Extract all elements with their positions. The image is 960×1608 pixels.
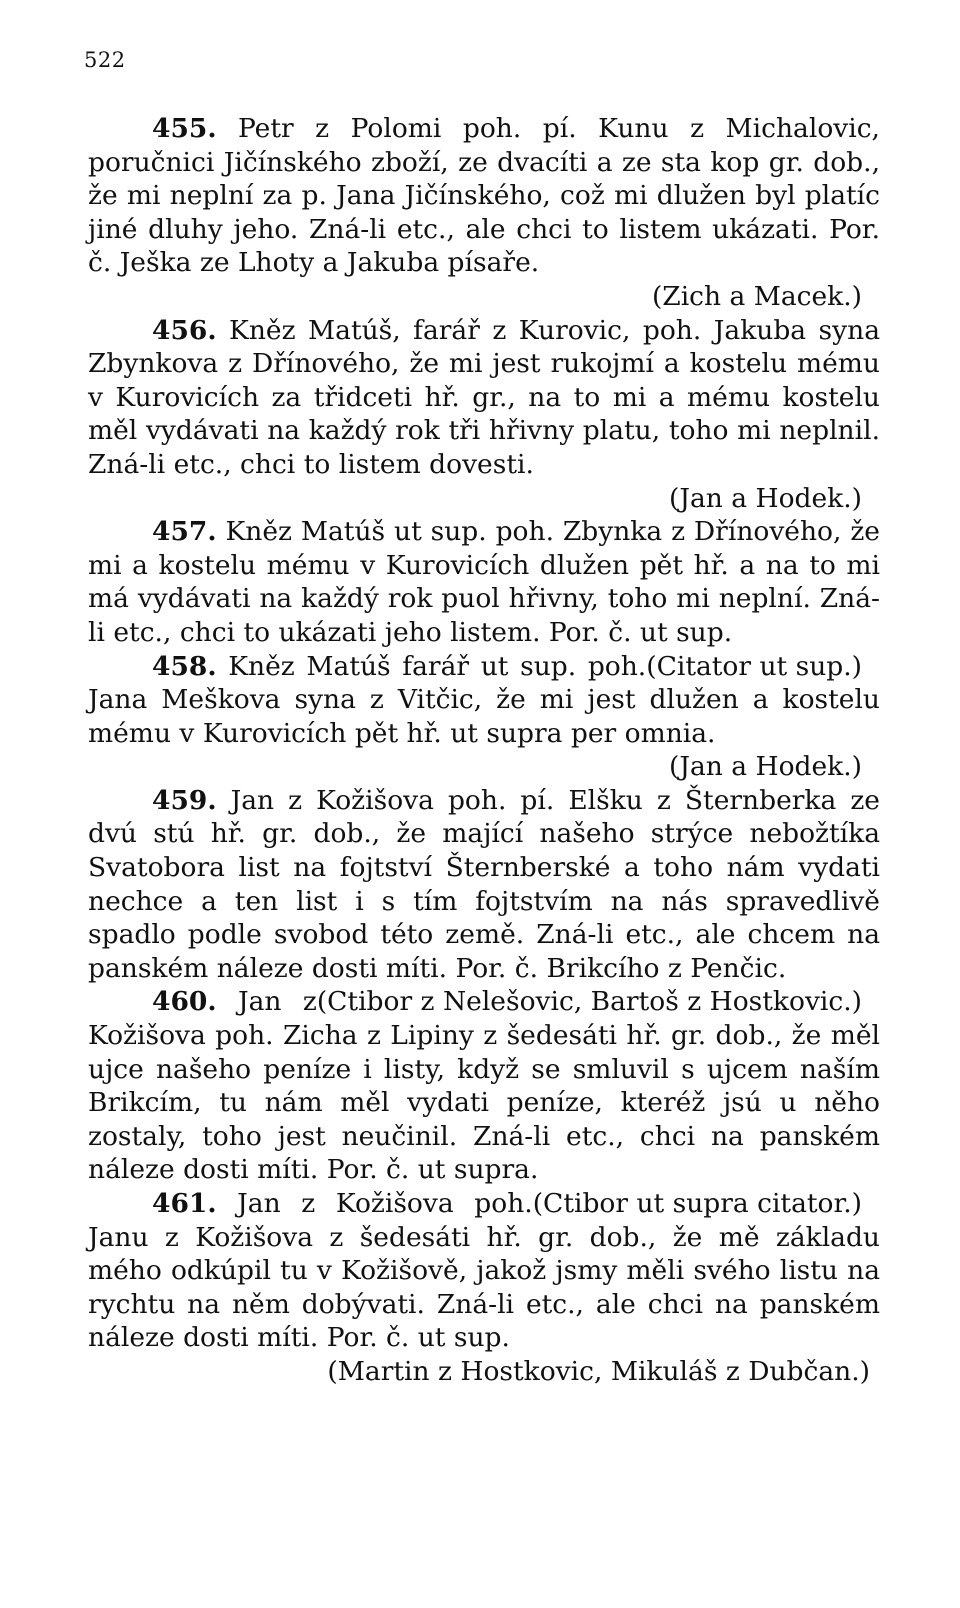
entry-456 [88, 314, 880, 516]
entry-witnesses: (Martin z Hostkovic, Mikuláš z Dubčan.) [327, 1355, 870, 1387]
entry-witnesses: (Ctibor z Nelešovic, Bartoš z Hostkovic.) [316, 986, 862, 1018]
entry-witnesses: (Jan a Hodek.) [668, 482, 862, 514]
entries-text-block [88, 112, 880, 1389]
entry-number: 455. [152, 113, 217, 144]
entry-number: 458. [152, 650, 217, 682]
entry-number: 460. [152, 986, 217, 1018]
entry-455 [88, 112, 880, 314]
entry-text: Petr z Polomi poh. pí. Kunu z Michalovic, poručnici Jičínského zboží, ze dvacíti a ze sta kop gr. dob., že mi neplní za p. Jana Jičínského, což mi dlužen byl platíc jiné dluhy jeho. Zná-li etc., ale chci to listem ukázati. Por. č. Ješka ze Lhoty a Jakuba písaře. [88, 113, 880, 279]
entry-witnesses: (Citator ut sup.) [646, 650, 862, 682]
entry-number: 461. [152, 1188, 217, 1219]
entry-witnesses: (Ctibor ut supra citator.) [532, 1188, 862, 1219]
entry-number: 456. [152, 314, 217, 346]
page-number: 522 [84, 48, 126, 72]
entry-text: Kněz Matúš, farář z Kurovic, poh. Jakuba syna Zbynkova z Dřínového, že mi jest rukojmí a kostelu mému v Kurovicích za třidceti hř. gr., na to mi a mému kostelu měl vydávati na každý rok tři hřivny platu, toho mi neplnil. Zná-li etc., chci to listem dovesti. [88, 314, 880, 480]
entry-witnesses: (Jan a Hodek.) [668, 751, 862, 783]
entry-text: Kněz Matúš ut sup. poh. Zbynka z Dřínového, že mi a kostelu mému v Kurovicích dlužen pět hř. a na to mi má vydávati na každý rok puol hřivny, toho mi neplní. Zná-li etc., chci to ukázati jeho listem. Por. č. ut sup. [88, 516, 880, 648]
entry-number: 457. [152, 516, 217, 548]
entry-paragraph [88, 112, 880, 280]
entry-text: Jan z Kožišova poh. Zicha z Lipiny z šedesáti hř. gr. dob., že měl ujce našeho peníze i listy, když se smluvil s ujcem naším Brikcím, tu nám měl vydati peníze, kteréž jsú u něho zostaly, toho jest neučinil. Zná-li etc., chci na panském náleze dosti míti. Por. č. ut supra. [88, 986, 880, 1186]
entry-paragraph [88, 314, 880, 482]
entry-text: Jan z Kožišova poh. Janu z Kožišova z šedesáti hř. gr. dob., že mě základu mého odkúpil tu v Kožišově, jakož jsmy měli svého listu na rychtu na něm dobývati. Zná-li etc., ale chci na panském náleze dosti míti. Por. č. ut sup. [88, 1188, 880, 1354]
entry-text: Kněz Matúš farář ut sup. poh. Jana Meškova syna z Vitčic, že mi jest dlužen a kostelu mému v Kurovicích pět hř. ut supra per omnia. [88, 650, 880, 749]
entry-text: Jan z Kožišova poh. pí. Elšku z Šternberka ze dvú stú hř. gr. dob., že mající našeho strýce nebožtíka Svatobora list na fojtství Šternberské a toho nám vydati nechce a ten list i s tím fojtstvím na nás spravedlivě spadlo podle svobod této země. Zná-li etc., ale chcem na panském náleze dosti míti. Por. č. Brikcího z Penčic. [88, 784, 880, 984]
entry-number: 459. [152, 784, 217, 816]
entry-witnesses: (Zich a Macek.) [651, 280, 862, 312]
